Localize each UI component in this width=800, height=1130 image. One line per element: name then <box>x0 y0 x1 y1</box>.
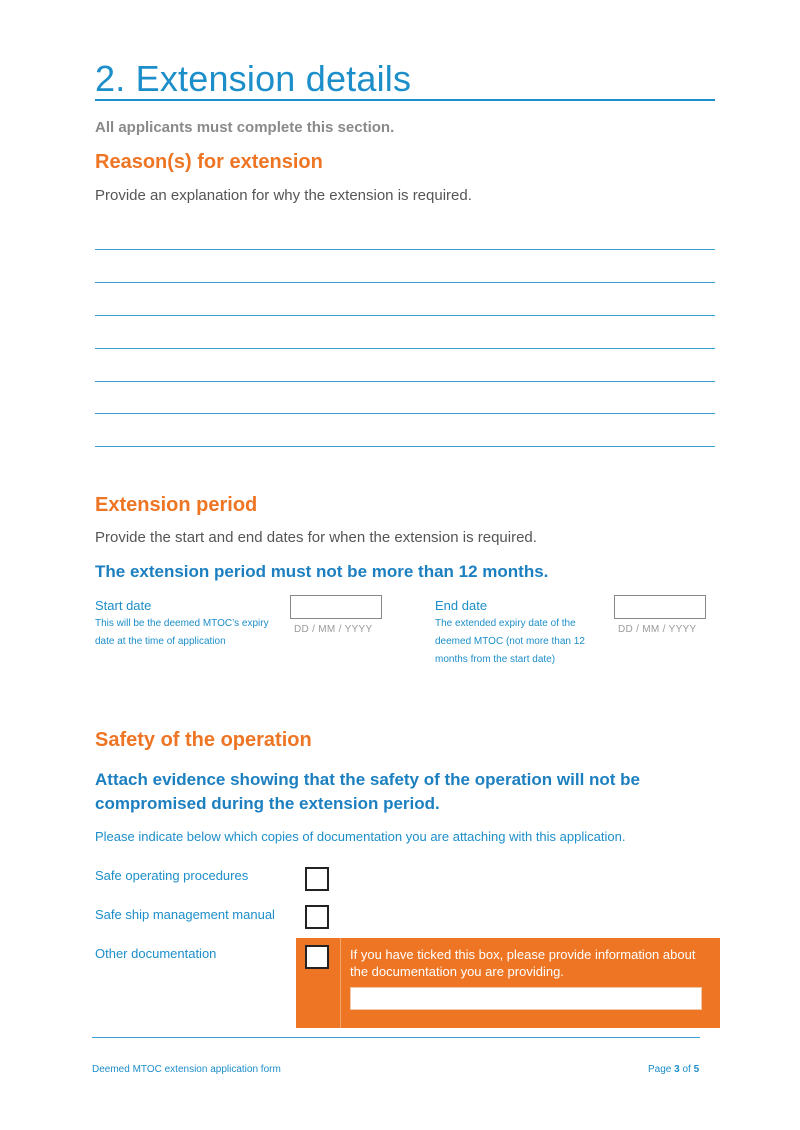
evidence-line: Attach evidence showing that the safety of the operation will not be <box>95 770 641 789</box>
footer-page-number <box>648 1064 699 1075</box>
page-of: of <box>682 1064 691 1075</box>
start-date-placeholder: DD / MM / YYYY <box>294 624 373 635</box>
writing-line[interactable] <box>95 315 715 316</box>
section-intro: All applicants must complete this section. <box>95 119 395 136</box>
end-date-field[interactable] <box>614 595 706 619</box>
end-date-label: End date <box>435 598 488 613</box>
start-date-desc-line: This will be the deemed MTOC’s expiry <box>95 618 269 629</box>
end-date-description <box>435 615 585 669</box>
other-documentation-field[interactable] <box>350 987 702 1010</box>
period-limit-note: The extension period must not be more than 12 months. <box>95 562 549 581</box>
writing-line[interactable] <box>95 413 715 414</box>
checkbox-safe-ship-management-manual[interactable] <box>305 905 329 929</box>
safety-heading: Safety of the operation <box>95 729 312 751</box>
panel-divider <box>340 938 341 1028</box>
end-date-desc-line: The extended expiry date of the <box>435 618 576 629</box>
start-date-description <box>95 615 269 651</box>
page-current: 3 <box>674 1064 680 1075</box>
writing-line[interactable] <box>95 446 715 447</box>
end-date-placeholder: DD / MM / YYYY <box>618 624 697 635</box>
period-heading: Extension period <box>95 494 258 516</box>
start-date-desc-line: date at the time of application <box>95 636 226 647</box>
end-date-desc-line: deemed MTOC (not more than 12 <box>435 636 585 647</box>
checkbox-other-documentation[interactable] <box>305 945 329 969</box>
documentation-instruction: Please indicate below which copies of documentation you are attaching with this application. <box>95 829 626 844</box>
checkbox-safe-operating-procedures[interactable] <box>305 867 329 891</box>
reasons-instruction: Provide an explanation for why the extension is required. <box>95 187 472 204</box>
evidence-line: compromised during the extension period. <box>95 794 440 813</box>
footer-form-name: Deemed MTOC extension application form <box>92 1064 281 1075</box>
start-date-field[interactable] <box>290 595 382 619</box>
writing-line[interactable] <box>95 282 715 283</box>
writing-line[interactable] <box>95 381 715 382</box>
page-word: Page <box>648 1064 672 1075</box>
option-label-safe-operating-procedures: Safe operating procedures <box>95 868 249 883</box>
footer-divider <box>92 1037 700 1038</box>
safety-evidence-note <box>95 768 640 816</box>
reasons-heading: Reason(s) for extension <box>95 151 323 173</box>
start-date-label: Start date <box>95 598 152 613</box>
writing-line[interactable] <box>95 348 715 349</box>
page-total: 5 <box>693 1064 700 1075</box>
option-label-other-documentation: Other documentation <box>95 946 217 961</box>
end-date-desc-line: months from the start date) <box>435 654 556 665</box>
period-instruction: Provide the start and end dates for when the extension is required. <box>95 529 537 546</box>
writing-line[interactable] <box>95 249 715 250</box>
other-documentation-note: If you have ticked this box, please provide information about the documentation you are providing. <box>350 947 696 979</box>
option-label-safe-ship-management-manual: Safe ship management manual <box>95 907 275 922</box>
title-divider <box>95 99 715 101</box>
page-title: 2. Extension details <box>95 58 412 99</box>
